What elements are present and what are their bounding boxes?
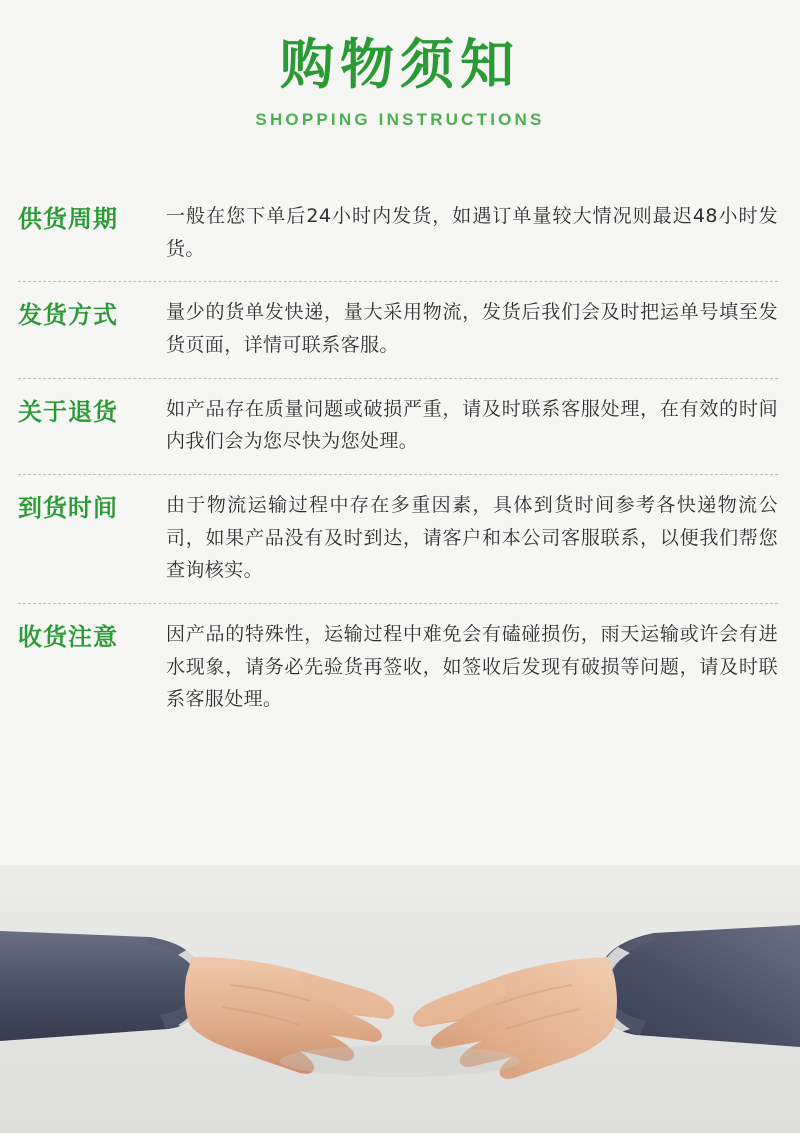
list-item — [18, 475, 778, 604]
instruction-label: 关于退货 — [18, 397, 118, 426]
list-item — [18, 282, 778, 378]
list-item — [18, 379, 778, 475]
page-title: 购物须知 — [280, 33, 520, 96]
list-item — [18, 186, 778, 282]
instruction-label: 发货方式 — [18, 301, 118, 330]
instruction-text: 量少的货单发快递，量大采用物流，发货后我们会及时把运单号填至发货页面，详情可联系客服。 — [166, 301, 778, 357]
handshake-photo — [0, 865, 800, 1133]
instruction-label: 供货周期 — [18, 205, 118, 234]
handshake-illustration — [0, 865, 800, 1133]
page-subtitle: SHOPPING INSTRUCTIONS — [255, 110, 545, 130]
instructions-list — [0, 186, 800, 732]
instruction-text: 一般在您下单后24小时内发货，如遇订单量较大情况则最迟48小时发货。 — [166, 205, 778, 260]
page-header — [0, 0, 800, 130]
instruction-label: 到货时间 — [18, 494, 118, 523]
instruction-text: 由于物流运输过程中存在多重因素，具体到货时间参考各快递物流公司，如果产品没有及时到达，请客户和本公司客服联系，以便我们帮您查询核实。 — [166, 494, 778, 582]
instruction-text: 因产品的特殊性，运输过程中难免会有磕碰损伤，雨天运输或许会有进水现象，请务必先验货再签收，如签收后发现有破损等问题，请及时联系客服处理。 — [166, 623, 778, 711]
list-item — [18, 604, 778, 732]
instruction-text: 如产品存在质量问题或破损严重，请及时联系客服处理，在有效的时间内我们会为您尽快为您处理。 — [166, 397, 778, 453]
instruction-label: 收货注意 — [18, 623, 118, 652]
